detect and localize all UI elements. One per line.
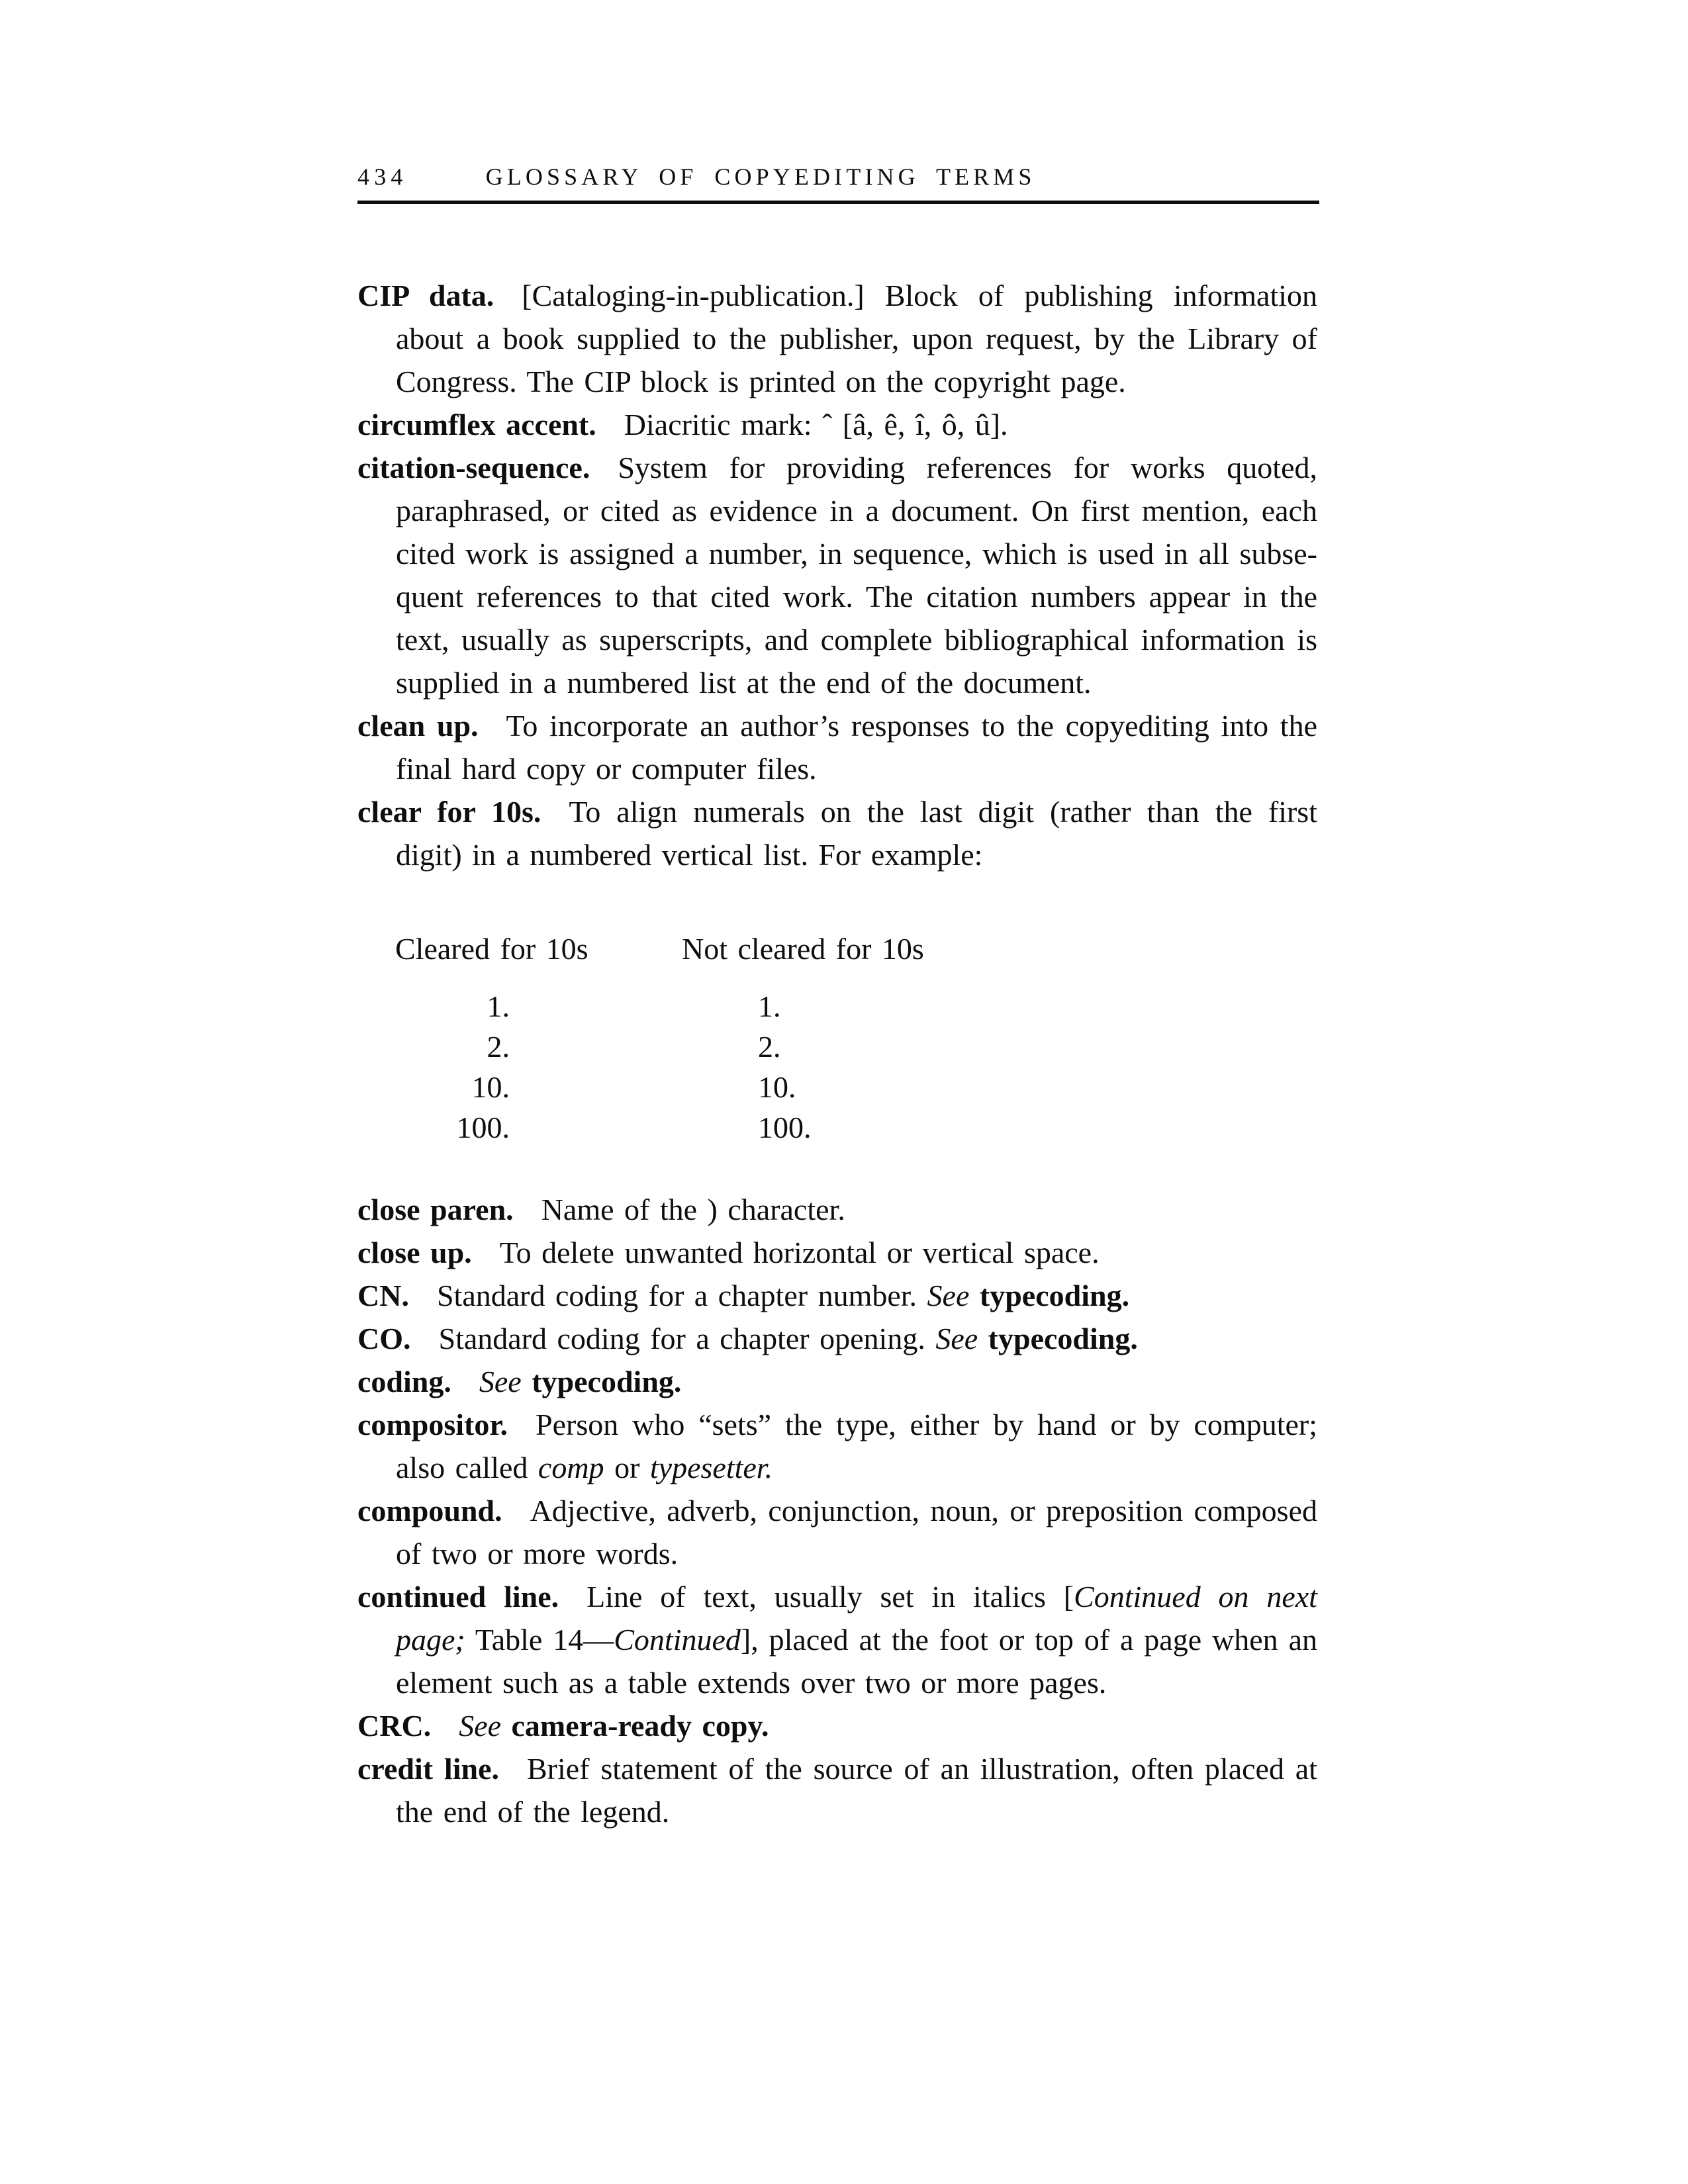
- entry-definition: To align numerals on the last digit (rather than the first digit) in a numbered vertical list. For example:: [396, 795, 1317, 872]
- entry-term: credit line.: [357, 1752, 499, 1786]
- glossary-entry: [357, 1188, 1317, 1231]
- entry-definition: See camera-ready copy.: [459, 1709, 769, 1743]
- entry-definition: Diacritic mark: ˆ [â, ê, î, ô, û].: [624, 408, 1008, 441]
- entry-definition: To incorporate an author’s responses to the copyediting into the final hard copy or computer files.: [396, 709, 1317, 786]
- glossary-entry: [357, 1317, 1317, 1360]
- example-value: 10.: [471, 1070, 510, 1104]
- entry-definition: Line of text, usually set in italics [Continued on next page; Table 14—Continued], placed at the foot or top of a page when an element such as a table extends over two or more pages.: [396, 1580, 1318, 1700]
- entry-definition: Standard coding for a chapter number. See typecoding.: [436, 1279, 1130, 1312]
- glossary-list: [357, 274, 1317, 1833]
- entry-term: coding.: [357, 1365, 451, 1398]
- entry-definition: Adjective, adverb, conjunction, noun, or preposition composed of two or more words.: [396, 1494, 1317, 1570]
- glossary-entry: [357, 403, 1317, 446]
- glossary-entry: [357, 1747, 1317, 1833]
- example-value: 2.: [487, 1030, 510, 1064]
- entry-definition: Standard coding for a chapter opening. See typecoding.: [438, 1322, 1138, 1355]
- glossary-entry: [357, 1403, 1317, 1489]
- example-column-values: [758, 986, 812, 1148]
- example-value: 100.: [456, 1111, 510, 1144]
- alignment-example-table: [357, 927, 1317, 1148]
- entry-term: CO.: [357, 1322, 411, 1355]
- example-value: 1.: [758, 989, 781, 1023]
- example-column-header: Cleared for 10s: [395, 932, 588, 966]
- entry-term: close paren.: [357, 1193, 514, 1226]
- glossary-entry: [357, 1575, 1317, 1704]
- entry-definition: To delete unwanted horizontal or vertical space.: [499, 1236, 1100, 1269]
- entry-definition: Name of the ) character.: [541, 1193, 845, 1226]
- example-value: 1.: [487, 989, 510, 1023]
- glossary-entry: [357, 790, 1317, 876]
- entry-term: close up.: [357, 1236, 472, 1269]
- glossary-entry: [357, 1274, 1317, 1317]
- entry-term: continued line.: [357, 1580, 559, 1614]
- example-value: 10.: [758, 1070, 796, 1104]
- entry-definition: Brief statement of the source of an illustration, often placed at the end of the legend.: [396, 1752, 1317, 1829]
- entry-term: circumflex accent.: [357, 408, 596, 441]
- entry-term: compound.: [357, 1494, 502, 1527]
- glossary-entry: [357, 704, 1317, 790]
- entry-term: clear for 10s.: [357, 795, 541, 829]
- entry-definition: See typecoding.: [479, 1365, 682, 1398]
- running-head: [357, 163, 1036, 191]
- glossary-entry: [357, 446, 1317, 704]
- running-head-title: GLOSSARY OF COPYEDITING TERMS: [485, 163, 1036, 190]
- page-number: 434: [357, 163, 408, 190]
- entry-term: compositor.: [357, 1408, 508, 1441]
- head-rule: [357, 201, 1319, 204]
- glossary-entry: [357, 1489, 1317, 1575]
- entry-term: citation-sequence.: [357, 451, 590, 484]
- entry-definition: Person who “sets” the type, either by hand or by computer; also called comp or typesetter.: [396, 1408, 1317, 1484]
- entry-term: CN.: [357, 1279, 409, 1312]
- glossary-entry: [357, 1360, 1317, 1403]
- entry-term: CRC.: [357, 1709, 432, 1743]
- glossary-entry: [357, 274, 1317, 403]
- entry-term: CIP data.: [357, 279, 494, 312]
- example-value: 2.: [758, 1030, 781, 1064]
- glossary-entry: [357, 1231, 1317, 1274]
- entry-definition: System for providing references for works quoted, paraphrased, or cited as evidence in a document. On first mention, each cited work is assigned a number, in sequence, which is used in all subsequent references to that cited work. The citation numbers appear in the text, usually as superscripts, and complete bibliographical information is supplied in a numbered list at the end of the document.: [396, 451, 1317, 700]
- glossary-entry: [357, 1704, 1317, 1747]
- example-column-values: [357, 986, 510, 1148]
- example-column-header: Not cleared for 10s: [682, 932, 924, 966]
- entry-term: clean up.: [357, 709, 479, 743]
- example-value: 100.: [758, 1111, 812, 1144]
- entry-definition: [Cataloging-in-publication.] Block of publishing information about a book supplied to the publisher, upon request, by the Library of Congress. The CIP block is printed on the copyright page.: [396, 279, 1317, 398]
